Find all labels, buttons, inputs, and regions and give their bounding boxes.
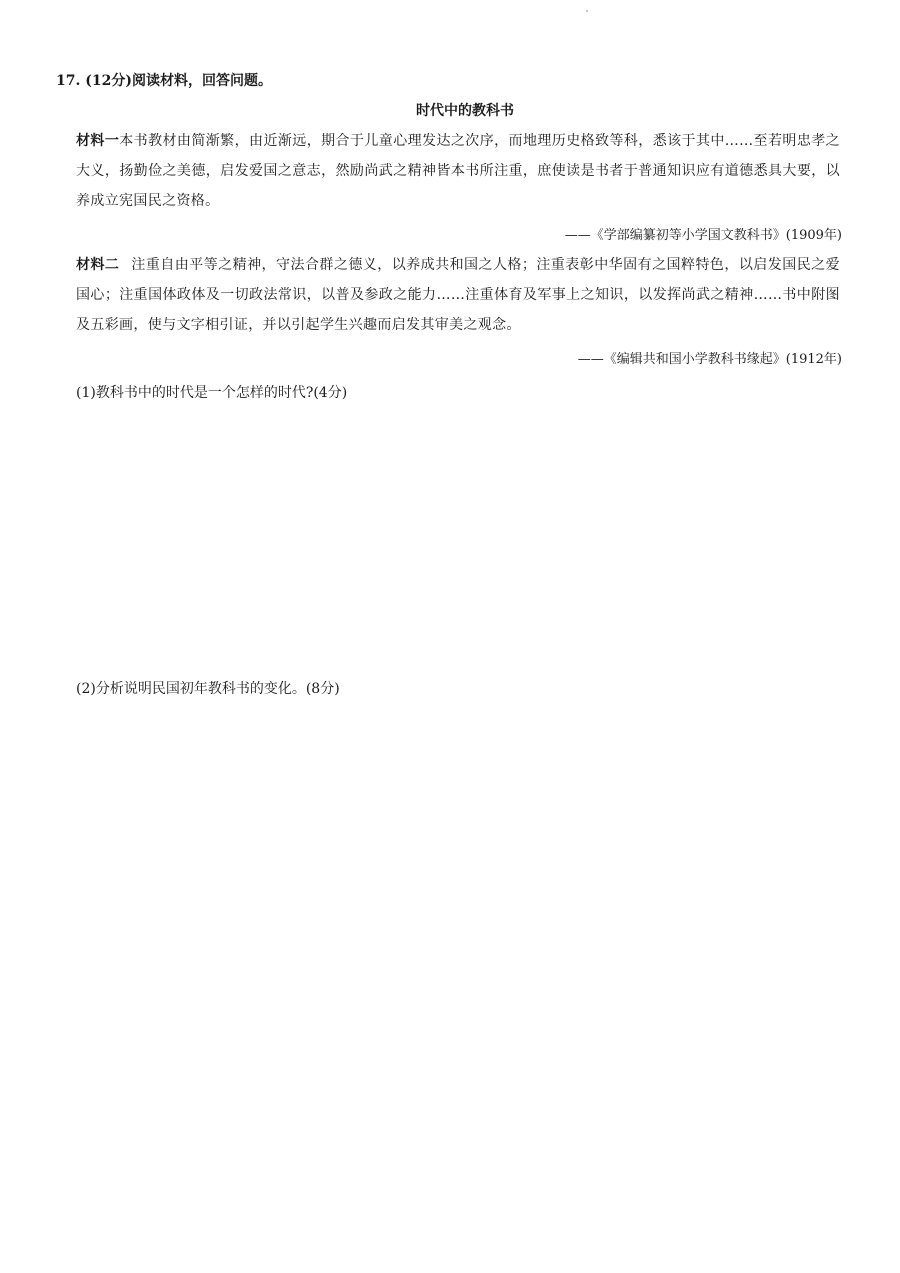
material-one-text: 本书教材由简渐繁，由近渐远，期合于儿童心理发达之次序，而地理历史格致等科，悉该于其中……至若明忠孝之大义，扬勤俭之美德，启发爱国之意志，然励尚武之精神皆本书所注重，庶使读是书者于普通知识应有道德悉具大要，以养成立宪国民之资格。 (76, 133, 840, 209)
material-one-paragraph (76, 126, 840, 216)
material-two-text: 注重自由平等之精神，守法合群之德义，以养成共和国之人格；注重表彰中华固有之国粹特色，以启发国民之爱国心；注重国体政体及一切政法常识，以普及参政之能力……注重体育及军事上之知识，以发挥尚武之精神……书中附图及五彩画，使与文字相引证，并以引起学生兴趣而启发其审美之观念。 (76, 257, 840, 333)
scan-speck (586, 10, 588, 12)
material-two-label: 材料二 (76, 257, 120, 273)
question-header: 17. (12分)阅读材料，回答问题。 (56, 73, 272, 89)
material-two-paragraph (76, 250, 840, 340)
material-two-source: ——《编辑共和国小学教科书缘起》(1912年) (577, 352, 842, 367)
sub-question-2: (2)分析说明民国初年教科书的变化。(8分) (76, 681, 340, 697)
material-title: 时代中的教科书 (416, 103, 514, 119)
material-one-label: 材料一 (76, 133, 120, 149)
sub-question-1: (1)教科书中的时代是一个怎样的时代?(4分) (76, 385, 348, 401)
material-one-source: ——《学部编纂初等小学国文教科书》(1909年) (564, 228, 842, 243)
